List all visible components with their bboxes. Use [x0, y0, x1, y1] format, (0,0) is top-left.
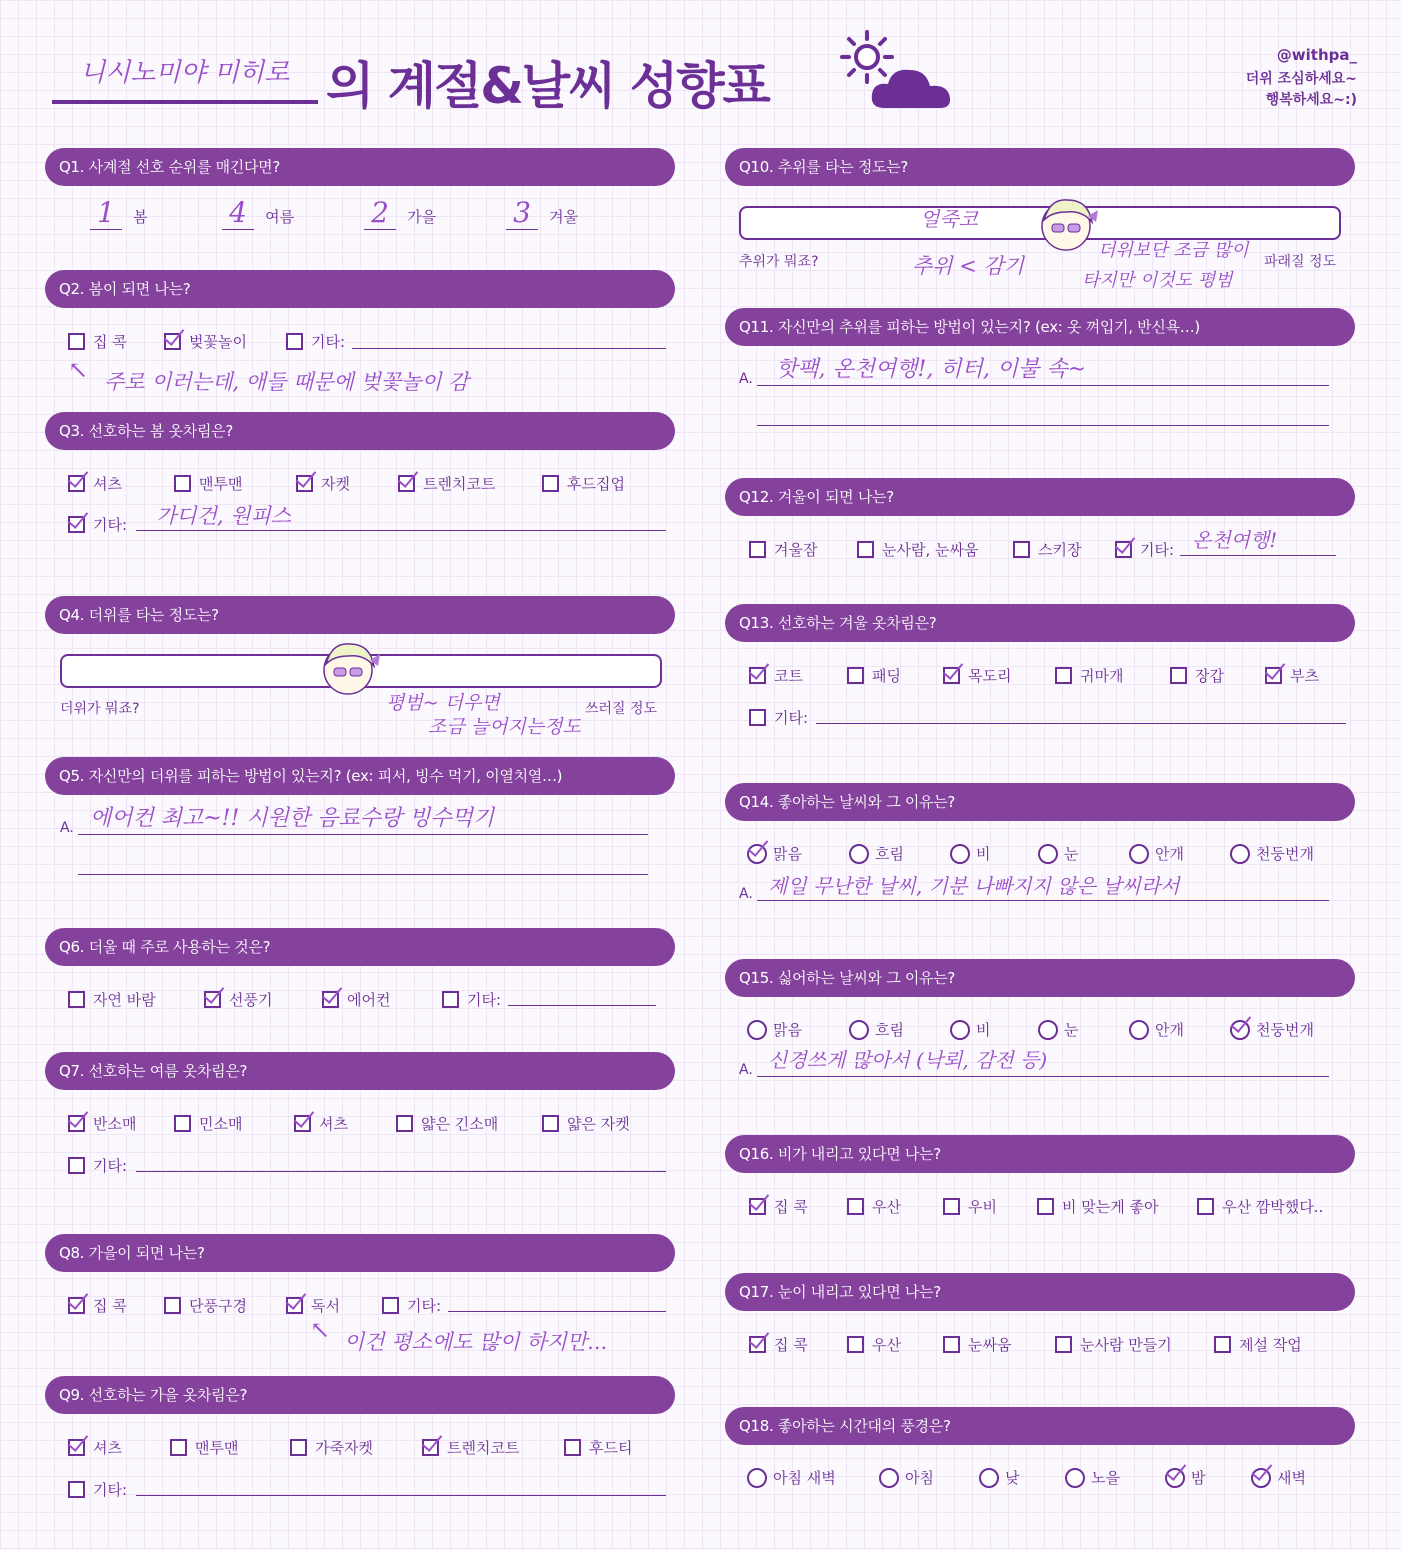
q12-opt-ski[interactable] [1013, 539, 1081, 560]
opt-label: 기타: [467, 991, 502, 1009]
q6-header: Q6. 더울 때 주로 사용하는 것은? [45, 928, 675, 966]
q4-header: Q4. 더위를 타는 정도는? [45, 596, 675, 634]
opt-label: 셔츠 [93, 475, 122, 493]
header-note-2: 행복하세요~:) [1265, 92, 1357, 108]
opt-label: 새벽 [1277, 1469, 1306, 1487]
opt-label: 눈사람, 눈싸움 [882, 541, 979, 559]
checkbox [749, 709, 766, 726]
opt-label: 눈 [1064, 1021, 1079, 1039]
q2-note: 주로 이러는데, 애들 때문에 벚꽃놀이 감 [104, 370, 469, 394]
q8-opt-home[interactable] [68, 1295, 127, 1316]
checkbox-checked [164, 333, 181, 350]
q2-arrow-icon: ↖ [68, 356, 89, 384]
q4-note-2: 조금 늘어지는정도 [428, 716, 581, 738]
opt-label: 자연 바람 [93, 991, 156, 1009]
q17-opt-snowman[interactable] [1055, 1334, 1172, 1355]
q14-opt-thunder[interactable] [1230, 843, 1314, 864]
q2-opt-home[interactable] [68, 331, 127, 352]
q17-header: Q17. 눈이 내리고 있다면 나는? [725, 1273, 1355, 1311]
opt-label: 눈싸움 [968, 1336, 1012, 1354]
q1-rank: 2 [364, 196, 396, 230]
q10-header: Q10. 추위를 타는 정도는? [725, 148, 1355, 186]
weather-icon [836, 28, 958, 114]
q12-other-answer: 온천여행! [1192, 528, 1278, 552]
q11-answer-prefix: A. [739, 371, 753, 387]
opt-label: 패딩 [872, 667, 901, 685]
checkbox [1170, 667, 1187, 684]
name-underline [52, 100, 318, 104]
q1-item-spring[interactable] [90, 196, 148, 230]
q3-opt-jacket[interactable] [296, 473, 350, 494]
checkbox-checked [68, 1115, 85, 1132]
q18-opt-day[interactable] [979, 1467, 1020, 1488]
opt-label: 스키장 [1038, 541, 1082, 559]
opt-label: 맨투맨 [199, 475, 243, 493]
q14-answer: 제일 무난한 날씨, 기분 나빠지지 않은 날씨라서 [768, 874, 1180, 898]
q9-other-line [136, 1495, 666, 1496]
q8-opt-reading[interactable] [286, 1295, 340, 1316]
checkbox [749, 541, 766, 558]
q13-opt-coat[interactable] [749, 665, 803, 686]
q11-header: Q11. 자신만의 추위를 피하는 방법이 있는지? (ex: 옷 껴입기, 반신욕…) [725, 308, 1355, 346]
checkbox-checked [294, 1115, 311, 1132]
checkbox [382, 1297, 399, 1314]
q7-opt-short[interactable] [68, 1113, 136, 1134]
checkbox-checked [68, 516, 85, 533]
opt-label: 셔츠 [93, 1439, 122, 1457]
q13-opt-scarf[interactable] [943, 665, 1011, 686]
opt-label: 에어컨 [347, 991, 391, 1009]
q13-opt-gloves[interactable] [1170, 665, 1224, 686]
q8-header: Q8. 가을이 되면 나는? [45, 1234, 675, 1272]
q10-note-left: 추위 < 감기 [912, 254, 1025, 278]
radio [950, 1020, 970, 1040]
opt-label: 독서 [311, 1297, 340, 1315]
q8-opt-other[interactable] [382, 1295, 441, 1316]
opt-label: 천둥번개 [1256, 1021, 1314, 1039]
radio [879, 1468, 899, 1488]
q1-rank: 1 [90, 196, 122, 230]
q3-opt-other[interactable] [68, 514, 127, 535]
q16-opt-forgot[interactable] [1197, 1196, 1323, 1217]
q8-note: 이건 평소에도 많이 하지만... [344, 1330, 608, 1354]
opt-label: 낮 [1005, 1469, 1020, 1487]
checkbox [542, 475, 559, 492]
q9-opt-mtm[interactable] [170, 1437, 238, 1458]
opt-label: 후드집업 [567, 475, 625, 493]
q14-answer-line [757, 900, 1329, 901]
q12-header: Q12. 겨울이 되면 나는? [725, 478, 1355, 516]
checkbox [1055, 667, 1072, 684]
q14-opt-fog[interactable] [1129, 843, 1184, 864]
checkbox [1037, 1198, 1054, 1215]
q14-opt-snow[interactable] [1038, 843, 1079, 864]
checkbox-checked [322, 991, 339, 1008]
q3-other-line [136, 530, 666, 531]
opt-label: 얇은 긴소매 [421, 1115, 499, 1133]
radio [1129, 844, 1149, 864]
q16-opt-umbrella[interactable] [847, 1196, 901, 1217]
character-icon [1036, 188, 1102, 258]
q10-note-top: 얼죽코 [920, 207, 978, 231]
q15-opt-rain[interactable] [950, 1019, 991, 1040]
q7-opt-sleeveless[interactable] [174, 1113, 242, 1134]
q7-opt-shirt[interactable] [294, 1113, 348, 1134]
checkbox [68, 333, 85, 350]
header-note-1: 더위 조심하세요~ [1245, 71, 1357, 87]
author-handle: @withpa_ [1276, 46, 1357, 64]
opt-label: 코트 [774, 667, 803, 685]
opt-label: 반소매 [93, 1115, 137, 1133]
page-title: 의 계절&날씨 성향표 [326, 57, 769, 115]
q9-opt-trench[interactable] [422, 1437, 519, 1458]
checkbox [174, 475, 191, 492]
opt-label: 자켓 [321, 475, 350, 493]
opt-label: 민소매 [199, 1115, 243, 1133]
opt-label: 맑음 [773, 845, 802, 863]
radio [1065, 1468, 1085, 1488]
checkbox-checked [68, 475, 85, 492]
q9-header: Q9. 선호하는 가을 옷차림은? [45, 1376, 675, 1414]
opt-label: 집 콕 [774, 1336, 808, 1354]
checkbox [442, 991, 459, 1008]
opt-label: 비 맞는게 좋아 [1062, 1198, 1159, 1216]
q18-opt-sunset[interactable] [1065, 1467, 1120, 1488]
radio [950, 844, 970, 864]
radio [849, 1020, 869, 1040]
checkbox [542, 1115, 559, 1132]
q8-other-line [448, 1311, 666, 1312]
q8-arrow-icon: ↖ [310, 1316, 331, 1344]
radio [1038, 1020, 1058, 1040]
checkbox [68, 1481, 85, 1498]
checkbox [68, 1157, 85, 1174]
checkbox [943, 1336, 960, 1353]
q14-opt-cloudy[interactable] [849, 843, 904, 864]
checkbox-checked [68, 1297, 85, 1314]
q2-opt-other[interactable] [286, 331, 345, 352]
q3-header: Q3. 선호하는 봄 옷차림은? [45, 412, 675, 450]
q15-opt-sunny[interactable] [747, 1019, 802, 1040]
checkbox [847, 1198, 864, 1215]
opt-label: 선풍기 [229, 991, 273, 1009]
q17-opt-shovel[interactable] [1214, 1334, 1302, 1355]
opt-label: 안개 [1155, 845, 1184, 863]
q13-header: Q13. 선호하는 겨울 옷차림은? [725, 604, 1355, 642]
q16-opt-raincoat[interactable] [943, 1196, 997, 1217]
q18-opt-night[interactable] [1165, 1467, 1206, 1488]
q6-opt-wind[interactable] [68, 989, 156, 1010]
checkbox-checked [749, 1198, 766, 1215]
q6-other-line [508, 1005, 656, 1006]
q15-answer-prefix: A. [739, 1062, 753, 1078]
q5-line-1 [78, 834, 648, 835]
checkbox-checked [204, 991, 221, 1008]
radio-checked [1230, 1020, 1250, 1040]
q14-header: Q14. 좋아하는 날씨와 그 이유는? [725, 783, 1355, 821]
opt-label: 겨울잠 [774, 541, 818, 559]
q1-label: 여름 [265, 208, 295, 226]
opt-label: 장갑 [1195, 667, 1224, 685]
opt-label: 아침 새벽 [773, 1469, 836, 1487]
opt-label: 안개 [1155, 1021, 1184, 1039]
q6-opt-fan[interactable] [204, 989, 272, 1010]
checkbox [564, 1439, 581, 1456]
q7-opt-thin-long[interactable] [396, 1113, 498, 1134]
q15-opt-thunder[interactable] [1230, 1019, 1314, 1040]
opt-label: 우산 [872, 1336, 901, 1354]
q17-opt-umbrella[interactable] [847, 1334, 901, 1355]
q6-opt-ac[interactable] [322, 989, 390, 1010]
q17-opt-home[interactable] [749, 1334, 808, 1355]
q11-answer: 핫팩, 온천여행!, 히터, 이불 속~ [776, 357, 1086, 382]
opt-label: 아침 [905, 1469, 934, 1487]
q10-note-2: 타지만 이것도 평범 [1082, 270, 1233, 291]
q12-opt-snow[interactable] [857, 539, 978, 560]
checkbox [1197, 1198, 1214, 1215]
q7-header: Q7. 선호하는 여름 옷차림은? [45, 1052, 675, 1090]
opt-label: 우산 깜박했다.. [1222, 1198, 1324, 1216]
q16-header: Q16. 비가 내리고 있다면 나는? [725, 1135, 1355, 1173]
q1-item-summer[interactable] [222, 196, 294, 230]
radio [979, 1468, 999, 1488]
q2-other-line [352, 348, 666, 349]
checkbox [396, 1115, 413, 1132]
checkbox-checked [943, 667, 960, 684]
q5-answer-prefix: A. [60, 820, 74, 836]
opt-label: 집 콕 [93, 1297, 127, 1315]
q15-header: Q15. 싫어하는 날씨와 그 이유는? [725, 959, 1355, 997]
q14-opt-sunny[interactable] [747, 843, 802, 864]
checkbox [68, 991, 85, 1008]
q8-opt-foliage[interactable] [164, 1295, 247, 1316]
q1-rank: 4 [222, 196, 254, 230]
opt-label: 얇은 자켓 [567, 1115, 630, 1133]
checkbox [170, 1439, 187, 1456]
q10-note-1: 더위보단 조금 많이 [1098, 240, 1249, 261]
q14-opt-rain[interactable] [950, 843, 991, 864]
checkbox [164, 1297, 181, 1314]
q1-label: 봄 [133, 208, 148, 226]
opt-label: 천둥번개 [1256, 845, 1314, 863]
q10-right-label: 파래질 정도 [1264, 254, 1337, 270]
opt-label: 기타: [93, 1481, 128, 1499]
checkbox [1214, 1336, 1231, 1353]
checkbox-checked [422, 1439, 439, 1456]
opt-label: 제설 작업 [1239, 1336, 1302, 1354]
checkbox-checked [68, 1439, 85, 1456]
opt-label: 눈사람 만들기 [1080, 1336, 1172, 1354]
radio-checked [1165, 1468, 1185, 1488]
opt-label: 우비 [968, 1198, 997, 1216]
respondent-name: 니시노미야 미히로 [80, 58, 290, 88]
q1-header: Q1. 사계절 선호 순위를 매긴다면? [45, 148, 675, 186]
opt-label: 기타: [93, 516, 128, 534]
q15-opt-snow[interactable] [1038, 1019, 1079, 1040]
q18-opt-morning[interactable] [879, 1467, 934, 1488]
q16-opt-home[interactable] [749, 1196, 808, 1217]
q9-opt-leather[interactable] [290, 1437, 373, 1458]
opt-label: 단풍구경 [189, 1297, 247, 1315]
q7-opt-other[interactable] [68, 1155, 127, 1176]
checkbox-checked [1265, 667, 1282, 684]
radio [747, 1468, 767, 1488]
checkbox [174, 1115, 191, 1132]
q18-opt-dawn-morning[interactable] [747, 1467, 836, 1488]
opt-label: 비 [976, 1021, 991, 1039]
opt-label: 기타: [774, 709, 809, 727]
q2-opt-blossom[interactable] [164, 331, 247, 352]
opt-label: 후드티 [589, 1439, 633, 1457]
q12-opt-hibernate[interactable] [749, 539, 817, 560]
radio-checked [747, 844, 767, 864]
q15-answer: 신경쓰게 많아서 (낙뢰, 감전 등) [768, 1048, 1048, 1072]
opt-label: 벚꽃놀이 [189, 333, 247, 351]
q18-opt-dawn[interactable] [1251, 1467, 1306, 1488]
checkbox-checked [1115, 541, 1132, 558]
checkbox [943, 1198, 960, 1215]
opt-label: 트렌치코트 [423, 475, 496, 493]
checkbox [290, 1439, 307, 1456]
opt-label: 비 [976, 845, 991, 863]
q12-opt-other[interactable] [1115, 539, 1174, 560]
opt-label: 눈 [1064, 845, 1079, 863]
q4-right-label: 쓰러질 정도 [585, 701, 658, 717]
q12-other-line [1180, 555, 1336, 556]
q16-opt-like-rain[interactable] [1037, 1196, 1158, 1217]
q10-left-label: 추위가 뭐죠? [739, 254, 819, 270]
opt-label: 귀마개 [1080, 667, 1124, 685]
q9-opt-shirt[interactable] [68, 1437, 122, 1458]
opt-label: 목도리 [968, 667, 1012, 685]
opt-label: 기타: [311, 333, 346, 351]
opt-label: 집 콕 [774, 1198, 808, 1216]
radio [849, 844, 869, 864]
radio [747, 1020, 767, 1040]
opt-label: 기타: [407, 1297, 442, 1315]
q3-opt-shirt[interactable] [68, 473, 122, 494]
checkbox-checked [749, 1336, 766, 1353]
opt-label: 우산 [872, 1198, 901, 1216]
q13-opt-earmuff[interactable] [1055, 665, 1123, 686]
opt-label: 셔츠 [319, 1115, 348, 1133]
q1-rank: 3 [506, 196, 538, 230]
q9-opt-other[interactable] [68, 1479, 127, 1500]
q9-opt-hoodie[interactable] [564, 1437, 632, 1458]
q7-other-line [136, 1171, 666, 1172]
radio-checked [1251, 1468, 1271, 1488]
opt-label: 기타: [93, 1157, 128, 1175]
q4-left-label: 더위가 뭐죠? [60, 701, 140, 717]
q15-opt-cloudy[interactable] [849, 1019, 904, 1040]
q1-item-winter[interactable] [506, 196, 578, 230]
q17-opt-snowball[interactable] [943, 1334, 1011, 1355]
q6-opt-other[interactable] [442, 989, 501, 1010]
q4-note-1: 평범~ 더우면 [386, 692, 500, 714]
q15-answer-line [757, 1076, 1329, 1077]
checkbox [847, 667, 864, 684]
opt-label: 집 콕 [93, 333, 127, 351]
checkbox [847, 1336, 864, 1353]
opt-label: 흐림 [875, 1021, 904, 1039]
q11-line-1 [757, 385, 1329, 386]
q1-item-autumn[interactable] [364, 196, 436, 230]
q13-opt-other[interactable] [749, 707, 808, 728]
q11-line-2 [757, 425, 1329, 426]
q3-other-answer: 가디건, 원피스 [156, 504, 292, 528]
q1-label: 가을 [407, 208, 437, 226]
q2-header: Q2. 봄이 되면 나는? [45, 270, 675, 308]
checkbox-checked [398, 475, 415, 492]
q14-answer-prefix: A. [739, 886, 753, 902]
q5-header: Q5. 자신만의 더위를 피하는 방법이 있는지? (ex: 피서, 빙수 먹기, 이열치열…) [45, 757, 675, 795]
opt-label: 흐림 [875, 845, 904, 863]
q7-opt-thin-jacket[interactable] [542, 1113, 630, 1134]
checkbox-checked [749, 667, 766, 684]
opt-label: 노을 [1091, 1469, 1120, 1487]
checkbox [286, 333, 303, 350]
opt-label: 트렌치코트 [447, 1439, 520, 1457]
radio [1129, 1020, 1149, 1040]
opt-label: 가죽자켓 [315, 1439, 373, 1457]
checkbox-checked [296, 475, 313, 492]
checkbox-checked [286, 1297, 303, 1314]
character-icon [318, 632, 384, 702]
q13-opt-padding[interactable] [847, 665, 901, 686]
q3-opt-trench[interactable] [398, 473, 495, 494]
q5-answer: 에어컨 최고~!! 시원한 음료수랑 빙수먹기 [90, 806, 495, 831]
q3-opt-mtm[interactable] [174, 473, 242, 494]
checkbox [1013, 541, 1030, 558]
opt-label: 맨투맨 [195, 1439, 239, 1457]
q3-opt-hood[interactable] [542, 473, 625, 494]
radio [1038, 844, 1058, 864]
q13-opt-boots[interactable] [1265, 665, 1319, 686]
opt-label: 기타: [1140, 541, 1175, 559]
radio [1230, 844, 1250, 864]
opt-label: 부츠 [1290, 667, 1319, 685]
q1-label: 겨울 [549, 208, 579, 226]
opt-label: 밤 [1191, 1469, 1206, 1487]
checkbox [857, 541, 874, 558]
q5-line-2 [78, 874, 648, 875]
q13-other-line [816, 723, 1346, 724]
q15-opt-fog[interactable] [1129, 1019, 1184, 1040]
q18-header: Q18. 좋아하는 시간대의 풍경은? [725, 1407, 1355, 1445]
checkbox [1055, 1336, 1072, 1353]
opt-label: 맑음 [773, 1021, 802, 1039]
